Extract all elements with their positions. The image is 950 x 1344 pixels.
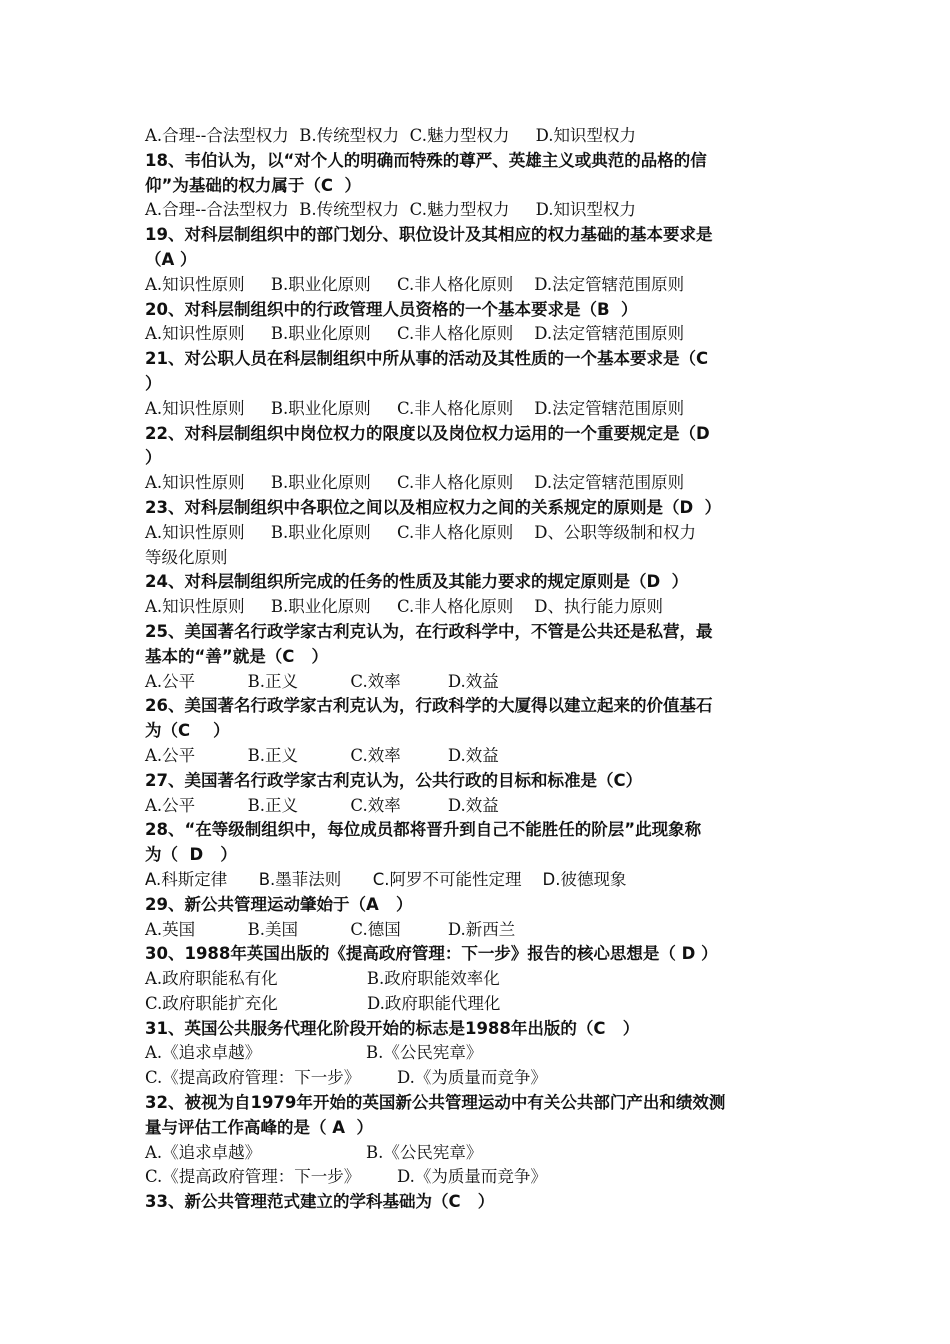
- option-line: A.科斯定律 B.墨菲法则 C.阿罗不可能性定理 D.彼德现象: [145, 869, 627, 889]
- option-line: A.英国 B.美国 C.德国 D.新西兰: [145, 919, 516, 939]
- question-line: 24、对科层制组织所完成的任务的性质及其能力要求的规定原则是（D ）: [145, 572, 689, 592]
- question-line: 33、新公共管理范式建立的学科基础为（C ）: [145, 1192, 495, 1212]
- option-line: A.公平 B.正义 C.效率 D.效益: [145, 671, 499, 691]
- option-line: A.知识性原则 B.职业化原则 C.非人格化原则 D、公职等级制和权力: [145, 522, 696, 542]
- question-line: 20、对科层制组织中的行政管理人员资格的一个基本要求是（B ）: [145, 299, 638, 319]
- option-line: C.《提高政府管理：下一步》 D.《为质量而竞争》: [145, 1068, 547, 1088]
- question-line: ）: [145, 373, 162, 393]
- question-line: 为（C ）: [145, 721, 230, 741]
- question-line: 29、新公共管理运动肇始于（A ）: [145, 894, 413, 914]
- question-line: 21、对公职人员在科层制组织中所从事的活动及其性质的一个基本要求是（C: [145, 349, 709, 369]
- question-line: 基本的“善”就是（C ）: [145, 646, 329, 666]
- question-line: 28、“在等级制组织中，每位成员都将晋升到自己不能胜任的阶层”此现象称: [145, 820, 702, 840]
- option-line: A.知识性原则 B.职业化原则 C.非人格化原则 D.法定管辖范围原则: [145, 473, 685, 493]
- option-line: C.《提高政府管理：下一步》 D.《为质量而竞争》: [145, 1167, 547, 1187]
- question-line: ）: [145, 448, 162, 468]
- option-line: A.合理--合法型权力 B.传统型权力 C.魅力型权力 D.知识型权力: [145, 126, 637, 145]
- option-line: A.知识性原则 B.职业化原则 C.非人格化原则 D.法定管辖范围原则: [145, 324, 685, 344]
- option-line: 等级化原则: [145, 547, 228, 567]
- option-line: C.政府职能扩充化 D.政府职能代理化: [145, 993, 501, 1013]
- option-line: A.合理--合法型权力 B.传统型权力 C.魅力型权力 D.知识型权力: [145, 200, 637, 220]
- question-line: 32、被视为自1979年开始的英国新公共管理运动中有关公共部门产出和绩效测: [145, 1093, 726, 1113]
- option-line: A.知识性原则 B.职业化原则 C.非人格化原则 D、执行能力原则: [145, 597, 663, 617]
- option-line: A.知识性原则 B.职业化原则 C.非人格化原则 D.法定管辖范围原则: [145, 398, 685, 418]
- question-line: 18、韦伯认为，以“对个人的明确而特殊的尊严、英雄主义或典范的品格的信: [145, 150, 707, 170]
- question-line: 27、美国著名行政学家古利克认为，公共行政的目标和标准是（C）: [145, 770, 643, 790]
- option-line: A.知识性原则 B.职业化原则 C.非人格化原则 D.法定管辖范围原则: [145, 274, 685, 294]
- option-line: A.《追求卓越》 B.《公民宪章》: [145, 1043, 483, 1063]
- option-line: A.公平 B.正义 C.效率 D.效益: [145, 745, 499, 765]
- question-line: 31、英国公共服务代理化阶段开始的标志是1988年出版的（C ）: [145, 1018, 640, 1038]
- question-line: 仰”为基础的权力属于（C ）: [145, 175, 361, 195]
- option-line: A.公平 B.正义 C.效率 D.效益: [145, 795, 499, 815]
- question-line: 19、对科层制组织中的部门划分、职位设计及其相应的权力基础的基本要求是: [145, 225, 713, 245]
- option-line: A.《追求卓越》 B.《公民宪章》: [145, 1142, 483, 1162]
- question-line: 30、1988年英国出版的《提高政府管理：下一步》报告的核心思想是（ D ）: [145, 944, 718, 964]
- question-line: 量与评估工作高峰的是（ A ）: [145, 1117, 374, 1137]
- question-line: （A ）: [145, 249, 197, 269]
- question-line: 25、美国著名行政学家古利克认为，在行政科学中，不管是公共还是私营，最: [145, 621, 713, 641]
- option-line: A.政府职能私有化 B.政府职能效率化: [145, 969, 500, 989]
- question-line: 23、对科层制组织中各职位之间以及相应权力之间的关系规定的原则是（D ）: [145, 497, 722, 517]
- document-body: [145, 124, 815, 1215]
- question-line: 22、对科层制组织中岗位权力的限度以及岗位权力运用的一个重要规定是（D: [145, 423, 710, 443]
- question-line: 26、美国著名行政学家古利克认为，行政科学的大厦得以建立起来的价值基石: [145, 696, 713, 716]
- question-line: 为（ D ）: [145, 845, 237, 865]
